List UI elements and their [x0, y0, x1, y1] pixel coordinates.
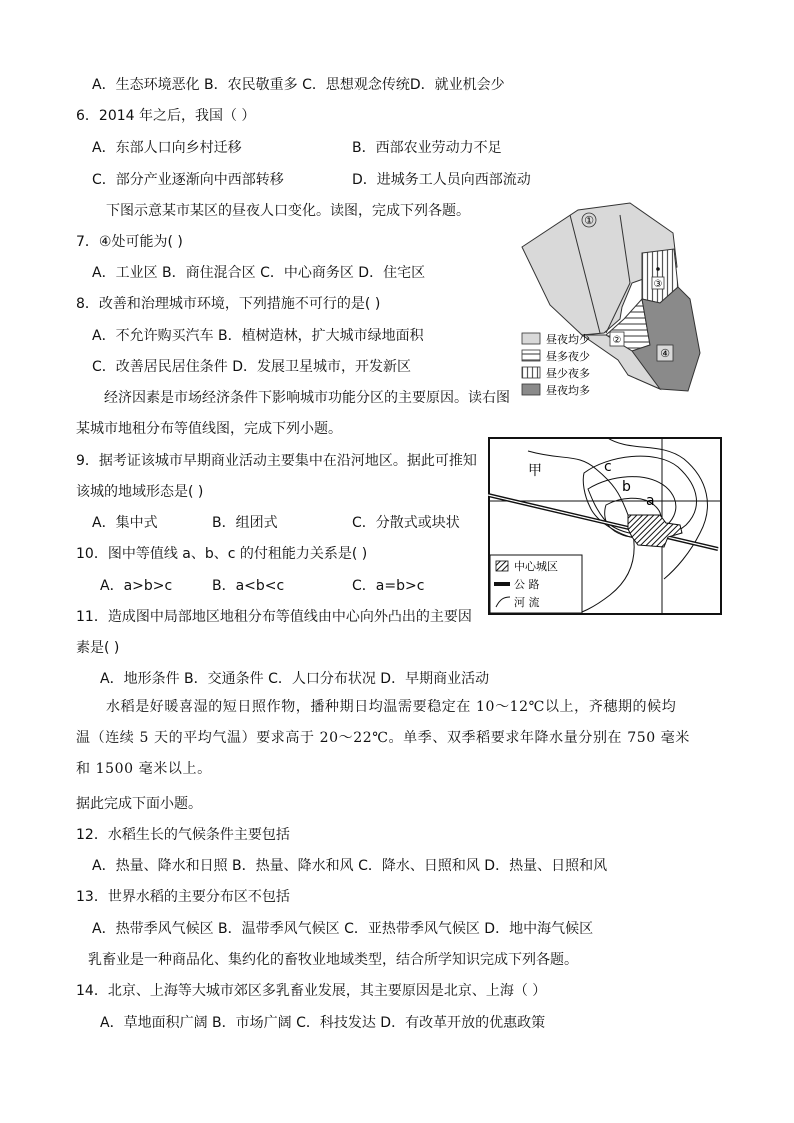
text-line-l18: 11．造成图中局部地区地租分布等值线由中心向外凸出的主要因: [76, 609, 472, 625]
legend-label-2: 昼多夜少: [546, 350, 590, 363]
legend-river: 河 流: [514, 596, 540, 609]
legend-label-3: 昼少夜多: [546, 367, 590, 380]
contour-label-a: a: [646, 493, 655, 509]
rice-paragraph: [76, 692, 690, 785]
text-line-l13: 9．据考证该城市早期商业活动主要集中在沿河地区。据此可推知: [76, 453, 477, 469]
population-map-legend: [522, 332, 590, 397]
contour-label-c: c: [604, 459, 612, 475]
text-line-l26: A．热带季风气候区 B．温带季风气候区 C．亚热带季风气候区 D．地中海气候区: [92, 921, 594, 937]
legend-road: 公 路: [514, 578, 540, 591]
text-line-l1: A．生态环境恶化 B．农民敬重多 C．思想观念传统D．就业机会少: [92, 77, 505, 93]
zone-label-3: ③: [653, 279, 663, 290]
legend-label-1: 昼夜均少: [546, 333, 590, 346]
text-line-l11: 经济因素是市场经济条件下影响城市功能分区的主要原因。读右图: [104, 390, 510, 406]
text-line-l27: 乳畜业是一种商品化、集约化的畜牧业地域类型，结合所学知识完成下列各题。: [88, 952, 578, 968]
text-line-l5: 下图示意某市某区的昼夜人口变化。读图，完成下列各题。: [106, 203, 470, 219]
population-zone-map: [510, 195, 710, 405]
text-line-l12: 某城市地租分布等值线图，完成下列小题。: [76, 421, 342, 437]
legend-central-city: 中心城区: [514, 560, 558, 573]
rice-paragraph-line-2: 温（连续 5 天的平均气温）要求高于 20～22℃。单季、双季稻要求年降水量分别在 750 毫米: [76, 730, 690, 746]
text-line-l15c: C．分散式或块状: [352, 515, 460, 531]
zone-label-2: ②: [612, 335, 622, 346]
text-line-l3a: A．东部人口向乡村迁移: [92, 140, 242, 156]
zone-label-4: ④: [660, 347, 670, 360]
text-line-l28: 14．北京、上海等大城市郊区多乳畜业发展，其主要原因是北京、上海（ ）: [76, 983, 547, 999]
text-line-l17a: A．a>b>c: [100, 578, 173, 594]
text-line-l15a: A．集中式: [92, 515, 158, 531]
text-line-l8: 8．改善和治理城市环境，下列措施不可行的是( ): [76, 296, 381, 312]
map-label-jia: 甲: [528, 463, 542, 479]
rice-paragraph-line-1: 水稻是好暖喜湿的短日照作物，播种期日均温需要稳定在 10～12℃以上，齐穗期的候均: [106, 699, 677, 715]
text-line-l3b: B．西部农业劳动力不足: [352, 140, 502, 156]
land-rent-contour-map: [488, 437, 722, 615]
text-line-l19: 素是( ): [76, 640, 120, 656]
text-line-l14: 该城的地域形态是( ): [76, 484, 204, 500]
text-line-l24: A．热量、降水和日照 B．热量、降水和风 C．降水、日照和风 D．热量、日照和风: [92, 858, 608, 874]
text-line-l29: A．草地面积广阔 B．市场广阔 C．科技发达 D．有改革开放的优惠政策: [100, 1015, 546, 1031]
text-line-l4b: D．进城务工人员向西部流动: [352, 172, 531, 188]
zone-label-1: ①: [584, 214, 594, 227]
text-line-l2: 6．2014 年之后，我国（ ）: [76, 108, 256, 124]
text-line-l23: 12．水稻生长的气候条件主要包括: [76, 827, 290, 843]
text-line-l4a: C．部分产业逐渐向中西部转移: [92, 172, 284, 188]
text-line-l25: 13．世界水稻的主要分布区不包括: [76, 889, 290, 905]
legend-label-4: 昼夜均多: [546, 384, 590, 397]
text-line-l15b: B．组团式: [212, 515, 278, 531]
contour-label-b: b: [622, 479, 631, 495]
text-line-l20: A．地形条件 B．交通条件 C．人口分布状况 D．早期商业活动: [100, 671, 490, 687]
text-line-l17b: B．a<b<c: [212, 578, 285, 594]
text-line-l17c: C．a=b>c: [352, 578, 425, 594]
rent-map-legend: [490, 555, 582, 613]
text-line-l10: C．改善居民居住条件 D．发展卫星城市，开发新区: [92, 359, 412, 375]
text-line-l22: 据此完成下面小题。: [76, 796, 202, 812]
text-line-l16: 10．图中等值线 a、b、c 的付租能力关系是( ): [76, 546, 368, 562]
text-line-l6: 7．④处可能为( ): [76, 234, 183, 250]
text-line-l9: A．不允许购买汽车 B．植树造林，扩大城市绿地面积: [92, 328, 424, 344]
rice-paragraph-line-3: 和 1500 毫米以上。: [76, 761, 212, 777]
text-line-l7: A．工业区 B．商住混合区 C．中心商务区 D．住宅区: [92, 265, 426, 281]
